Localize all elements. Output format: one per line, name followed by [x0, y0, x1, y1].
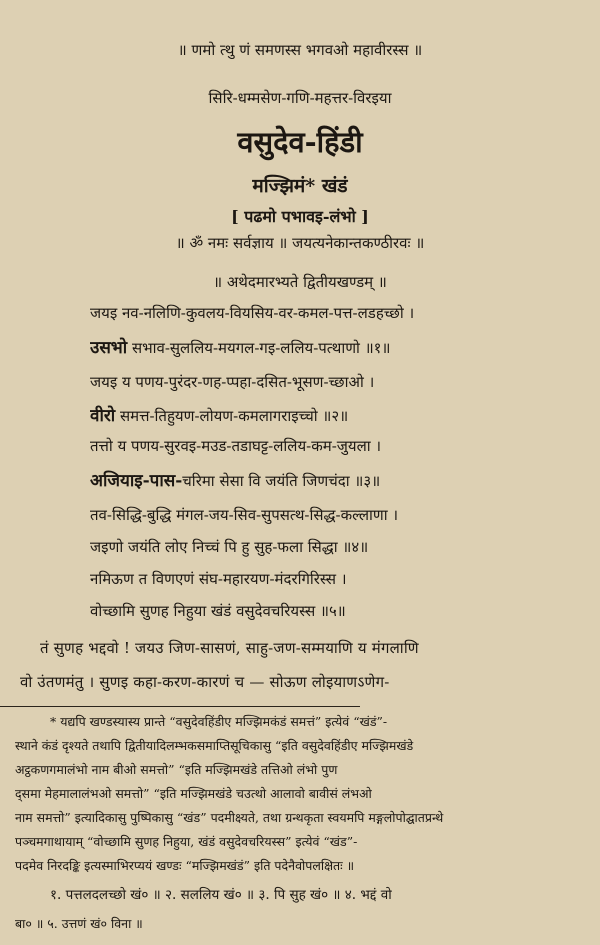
variant-readings: १. पत्तलदलच्छो खं० ॥ २. सललिय खं० ॥ ३. पि सुह खं० ॥ ४. भद्दं वो [50, 887, 392, 903]
verse-line: तव-सिद्धि-बुद्धि मंगल-जय-सिव-सुपसत्थ-सिद्ध-कल्लाणा । [90, 506, 399, 524]
verse-line: उसभो सभाव-सुललिय-मयगल-गइ-ललिय-पत्थाणो ॥१॥ [90, 338, 391, 358]
verse-line: जयइ नव-नलिणि-कुवलय-वियसिय-वर-कमल-पत्त-लडहच्छो । [90, 304, 415, 322]
section-heading: [ पढमो पभावइ-लंभो ] [231, 207, 369, 226]
prose-line: तं सुणह भद्दवो ! जयउ जिण-सासणं, साहु-जण-सम्मयाणि य मंगलाणि [40, 639, 419, 657]
footnote-line: नाम समत्तो” इत्यादिकासु पुष्पिकासु “खंड” पदमीक्ष्यते, तथा ग्रन्थकृता स्वयमपि मङ्गलोपोद्घातप्रन्थे [15, 810, 444, 825]
verse-line: जइणो जयंति लोए निच्चं पि हु सुह-फला सिद्धा ॥४॥ [90, 538, 369, 556]
book-subtitle: मज्झिमं* खंडं [252, 175, 348, 197]
verse-line: अजियाइ-पास-चरिमा सेसा वि जयंति जिणचंदा ॥३॥ [90, 471, 381, 491]
verse-line: वोच्छामि सुणह निहुया खंडं वसुदेवचरियस्स ॥५॥ [90, 602, 346, 620]
invocation-header: ॥ णमो त्थु णं समणस्स भगवओ महावीरस्स ॥ [177, 41, 423, 59]
verse-line: वीरो समत्त-तिहुयण-लोयण-कमलागराइच्चो ॥२॥ [90, 406, 349, 426]
verse-line: जयइ य पणय-पुरंदर-णह-प्पहा-दसित-भूसण-च्छाओ । [90, 373, 375, 391]
footnote-line: पञ्चमगाथायाम् “वोच्छामि सुणह निहुया, खंडं वसुदेवचरियस्स” इत्येवं “खंड”- [15, 834, 358, 849]
author-line: सिरि-धम्मसेण-गणि-महत्तर-विरइया [208, 89, 392, 107]
footnote-line: पदमेव निरदङ्कि इत्यस्माभिरप्ययं खण्डः “मज्झिमखंडं” इति पदेनैवोपलक्षितः ॥ [15, 858, 355, 873]
variant-readings: बा० ॥ ५. उत्तणं खं० विना ॥ [15, 916, 143, 931]
verse-line: नमिऊण त विणएणं संघ-महारयण-मंदरगिरिस्स । [90, 570, 347, 588]
footnote-line: अट्ठकणगमालंभो नाम बीओ समत्तो” “इति मज्झिमखंडे तत्तिओ लंभो पुण [15, 762, 338, 777]
book-title: वसुदेव-हिंडी [237, 125, 363, 159]
invocation-line: ॥ ॐ नमः सर्वज्ञाय ॥ जयत्यनेकान्तकण्ठीरवः ॥ [175, 234, 425, 252]
footnote-line: स्थाने कंडं दृश्यते तथापि द्वितीयादिलम्भकसमाप्तिसूचिकासु “इति वसुदेवहिंडीए मज्झिमखंडे [15, 738, 414, 753]
begin-line: ॥ अथेदमारभ्यते द्वितीयखण्डम् ॥ [213, 273, 387, 291]
verse-line: तत्तो य पणय-सुरवइ-मउड-तडाघट्ट-ललिय-कम-जुयला । [90, 437, 382, 455]
footnote-line: द्समा मेहमालालंभओ समत्तो” “इति मज्झिमखंडे चउत्थो आलावो बावीसं लंभओ [15, 786, 372, 801]
footnote-line: * यद्यपि खण्डस्यास्य प्रान्ते “वसुदेवहिंडीए मज्झिमकंडं समत्तं” इत्येवं “खंडं”- [50, 714, 388, 729]
prose-line: वो उंतणमंतु । सुणइ कहा-करण-कारणं च — सोऊण लोइयाणऽणेग- [20, 673, 390, 691]
footnote-divider [0, 706, 360, 707]
